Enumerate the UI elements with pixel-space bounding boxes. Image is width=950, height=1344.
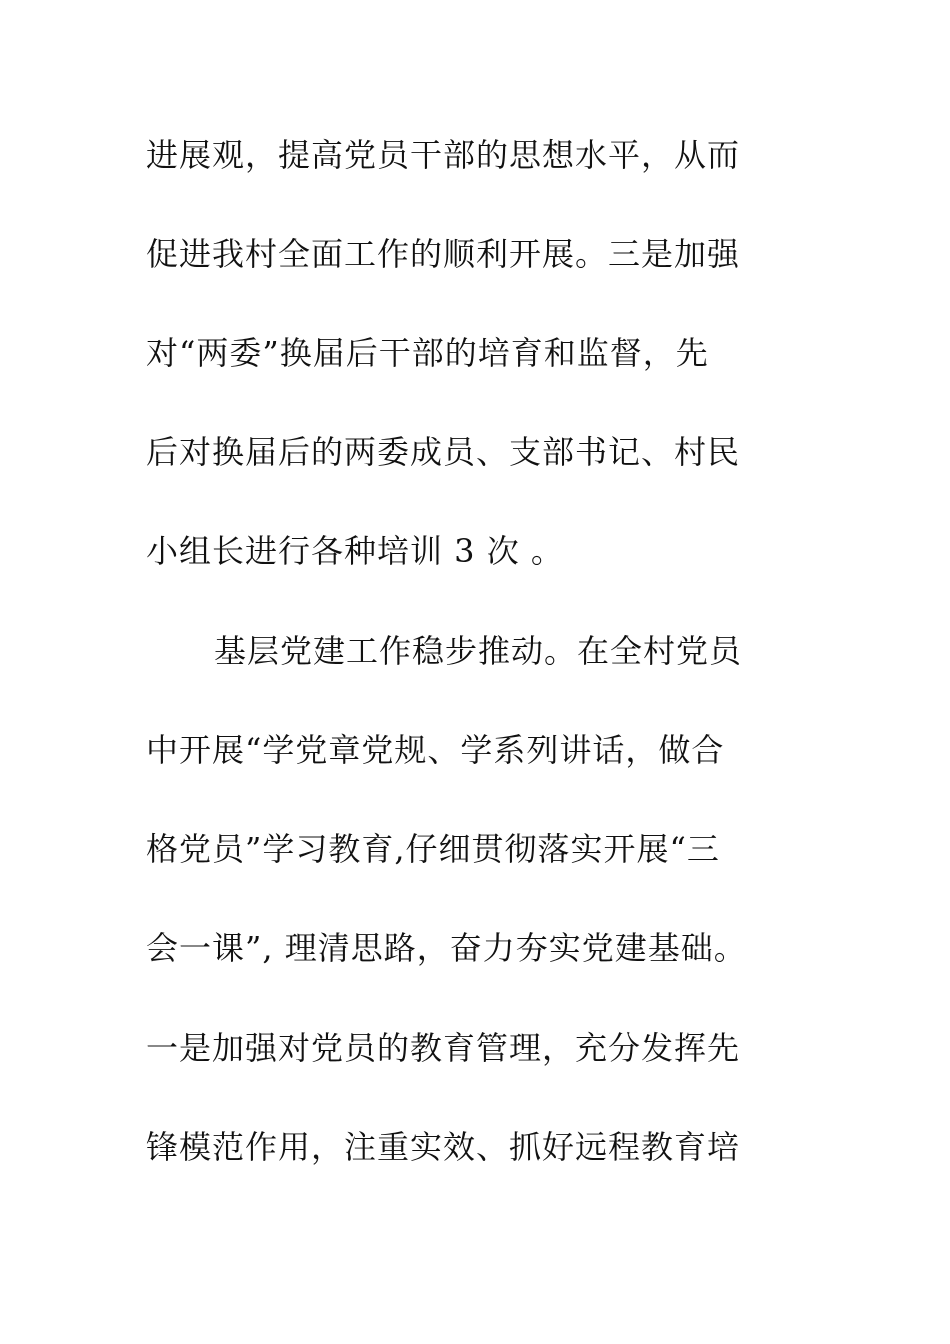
text-line: 促进我村全面工作的顺利开展。三是加强 (146, 235, 741, 273)
text-line: 后对换届后的两委成员、支部书记、村民 (146, 433, 741, 471)
paragraph-start-line: 基层党建工作稳步推动。在全村党员 (214, 632, 743, 670)
text-line: 小组长进行各种培训 3 次 。 (146, 532, 564, 570)
text-line: 会一课”, 理清思路，奋力夯实党建基础。 (146, 929, 747, 967)
text-line: 锋模范作用，注重实效、抓好远程教育培 (146, 1128, 741, 1166)
text-line: 进展观，提高党员干部的思想水平，从而 (146, 136, 741, 174)
text-line: 中开展“学党章党规、学系列讲话，做合 (146, 731, 725, 769)
text-line: 一是加强对党员的教育管理，充分发挥先 (146, 1029, 741, 1067)
text-line: 格党员”学习教育,仔细贯彻落实开展“三 (146, 830, 720, 868)
text-line: 对“两委”换届后干部的培育和监督，先 (146, 334, 709, 372)
